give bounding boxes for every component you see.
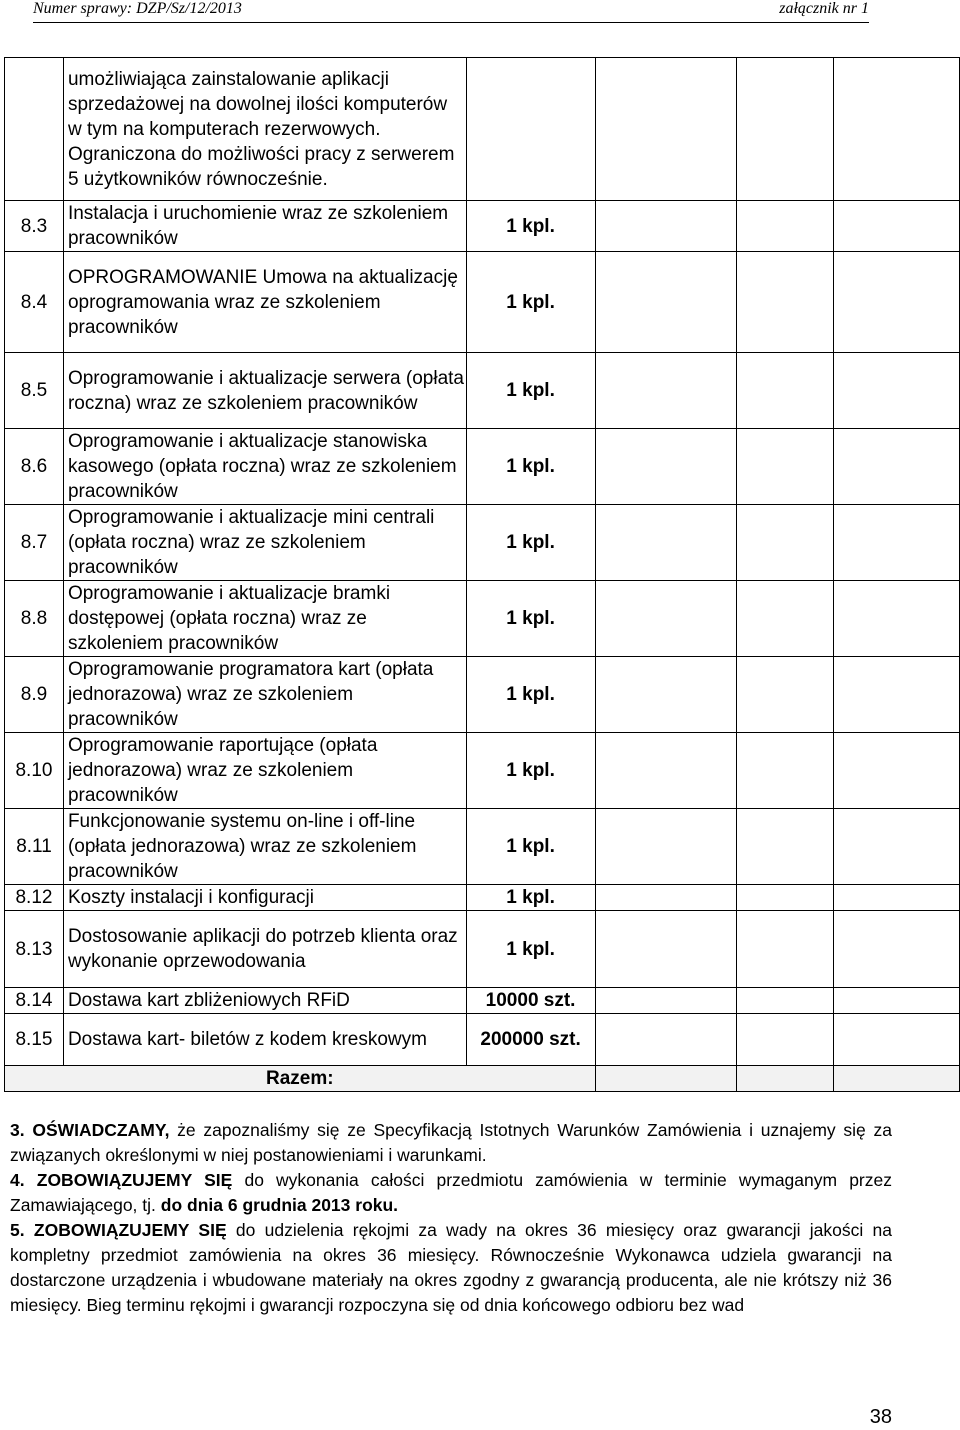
item-number: 8.5 [5,353,64,429]
table-row [5,353,960,429]
obligation-paragraph [10,1168,892,1218]
item-quantity: 200000 szt. [466,1014,595,1066]
paragraph-number: 3. [10,1120,25,1140]
item-number: 8.9 [5,657,64,733]
deadline-text: do dnia 6 grudnia 2013 roku. [160,1195,399,1215]
item-description: umożliwiająca zainstalowanie aplikacji sprzedażowej na dowolnej ilości komputerów w tym na komputerach rezerwowych. Ograniczona do możliwości pracy z serwerem 5 użytkowników równocześnie. [63,58,466,201]
item-description: Funkcjonowanie systemu on-line i off-line (opłata jednorazowa) wraz ze szkoleniem pracowników [63,809,466,885]
obligation-heading: ZOBOWIĄZUJEMY SIĘ [36,1170,233,1190]
item-number: 8.6 [5,429,64,505]
item-description: Oprogramowanie i aktualizacje stanowiska kasowego (opłata roczna) wraz ze szkoleniem pracowników [63,429,466,505]
item-quantity: 1 kpl. [466,733,595,809]
item-number: 8.15 [5,1014,64,1066]
table-row [5,252,960,353]
item-quantity: 1 kpl. [466,353,595,429]
item-description: Instalacja i uruchomienie wraz ze szkoleniem pracowników [63,201,466,252]
item-description: Koszty instalacji i konfiguracji [63,885,466,911]
item-quantity: 1 kpl. [466,581,595,657]
item-quantity: 1 kpl. [466,429,595,505]
total-label: Razem: [5,1066,596,1092]
item-quantity: 1 kpl. [466,885,595,911]
item-number: 8.10 [5,733,64,809]
item-quantity: 1 kpl. [466,201,595,252]
table-row [5,201,960,252]
table-row [5,809,960,885]
table-row [5,58,960,201]
table-row [5,911,960,988]
paragraph-text: do udzielenia rękojmi za wady na okres 36 miesięcy oraz gwarancji jakości na kompletny przedmiot zamówienia na okres 36 miesięcy. Równocześnie Wykonawca udziela gwarancji na dostarczone urządzenia i wbudowane materiały na okres zgodny z gwarancją producenta, ale nie krótszy niż 36 miesięcy. Bieg terminu rękojmi i gwarancji rozpoczyna się od dnia końcowego odbioru bez wad [10,1220,892,1315]
page-header [33,0,869,23]
table-row [5,581,960,657]
table-row [5,657,960,733]
item-number: 8.12 [5,885,64,911]
item-quantity: 1 kpl. [466,809,595,885]
item-number: 8.13 [5,911,64,988]
item-description: Dostawa kart zbliżeniowych RFiD [63,988,466,1014]
items-table [4,57,960,1092]
item-number: 8.14 [5,988,64,1014]
paragraph-text: że zapoznaliśmy się ze Specyfikacją Istotnych Warunków Zamówienia i uznajemy się za związanych określonymi w niej postanowieniami i warunkami. [10,1120,892,1165]
item-description: Oprogramowanie i aktualizacje bramki dostępowej (opłata roczna) wraz ze szkoleniem pracowników [63,581,466,657]
warranty-paragraph [10,1218,892,1318]
item-description: Dostosowanie aplikacji do potrzeb klienta oraz wykonanie oprzewodowania [63,911,466,988]
case-number: Numer sprawy: DZP/Sz/12/2013 [33,0,242,17]
item-description: OPROGRAMOWANIE Umowa na aktualizację oprogramowania wraz ze szkoleniem pracowników [63,252,466,353]
item-description: Oprogramowanie raportujące (opłata jednorazowa) wraz ze szkoleniem pracowników [63,733,466,809]
item-description: Oprogramowanie i aktualizacje serwera (opłata roczna) wraz ze szkoleniem pracowników [63,353,466,429]
total-row [5,1066,960,1092]
table-row [5,1014,960,1066]
item-description: Oprogramowanie i aktualizacje mini centrali (opłata roczna) wraz ze szkoleniem pracowników [63,505,466,581]
item-number: 8.11 [5,809,64,885]
item-quantity: 1 kpl. [466,657,595,733]
item-number: 8.7 [5,505,64,581]
table-row [5,505,960,581]
table-row [5,733,960,809]
page-number: 38 [869,1406,892,1428]
declaration-heading: OŚWIADCZAMY, [32,1120,170,1140]
item-quantity: 1 kpl. [466,911,595,988]
table-row [5,988,960,1014]
paragraph-number: 4. [10,1170,25,1190]
item-quantity: 1 kpl. [466,252,595,353]
table-row [5,885,960,911]
declaration-paragraph [10,1118,892,1168]
item-quantity: 1 kpl. [466,505,595,581]
warranty-heading: ZOBOWIĄZUJEMY SIĘ [33,1220,227,1240]
item-number: 8.8 [5,581,64,657]
item-description: Oprogramowanie programatora kart (opłata jednorazowa) wraz ze szkoleniem pracowników [63,657,466,733]
item-number: 8.4 [5,252,64,353]
item-description: Dostawa kart- biletów z kodem kreskowym [63,1014,466,1066]
table-row [5,429,960,505]
paragraph-text: do wykonania całości przedmiotu zamówienia w terminie wymaganym przez Zamawiającego, tj. [10,1170,892,1215]
item-number: 8.3 [5,201,64,252]
item-quantity: 10000 szt. [466,988,595,1014]
paragraph-number: 5. [10,1220,25,1240]
attachment-label: załącznik nr 1 [779,0,869,17]
